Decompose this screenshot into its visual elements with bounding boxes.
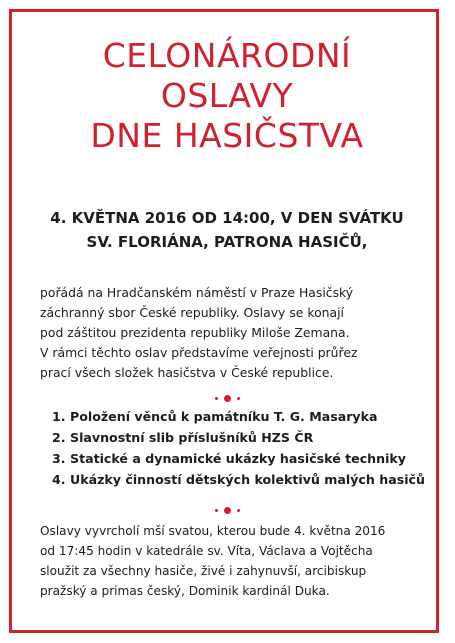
program-item — [52, 427, 432, 448]
dot-divider — [12, 500, 442, 512]
intro-line: prací všech složek hasičstva v České republice. — [40, 365, 334, 380]
divider-dot — [215, 509, 218, 512]
program-item-number: 2. — [52, 430, 66, 445]
poster-title — [12, 36, 442, 156]
divider-dot — [224, 395, 231, 402]
closing-paragraph — [40, 521, 422, 601]
program-item — [52, 406, 432, 427]
title-line: OSLAVY — [160, 76, 294, 115]
intro-line: V rámci těchto oslav představíme veřejnosti průřez — [40, 345, 358, 360]
program-item — [52, 469, 432, 490]
closing-line: pražský a primas český, Dominik kardinál Duka. — [40, 584, 330, 598]
program-item-number: 3. — [52, 451, 66, 466]
program-item-text: Ukázky činností dětských kolektivů malých hasičů — [70, 472, 425, 487]
program-item-text: Slavnostní slib příslušníků HZS ČR — [70, 430, 314, 445]
date-line: 4. KVĚTNA 2016 OD 14:00, V DEN SVÁTKU — [50, 209, 404, 227]
intro-line: záchranný sbor České republiky. Oslavy se konají — [40, 305, 344, 320]
divider-dot — [237, 509, 240, 512]
divider-dot — [215, 397, 218, 400]
event-date — [12, 206, 442, 254]
closing-line: Oslavy vyvrcholí mší svatou, kterou bude 4. května 2016 — [40, 524, 386, 538]
program-item-number: 1. — [52, 409, 66, 424]
program-item — [52, 448, 432, 469]
closing-line: od 17:45 hodin v katedrále sv. Víta, Václava a Vojtěcha — [40, 544, 373, 558]
program-item-number: 4. — [52, 472, 66, 487]
date-line: SV. FLORIÁNA, PATRONA HASIČŮ, — [86, 233, 368, 251]
divider-dot — [224, 507, 231, 514]
intro-line: pod záštitou prezidenta republiky Miloše Zemana. — [40, 325, 350, 340]
program-item-text: Položení věnců k památníku T. G. Masaryka — [70, 409, 378, 424]
intro-line: pořádá na Hradčanském náměstí v Praze Hasičský — [40, 285, 354, 300]
closing-line: sloužit za všechny hasiče, živé i zahynuvší, arcibiskup — [40, 564, 367, 578]
program-item-text: Statické a dynamické ukázky hasičské techniky — [70, 451, 406, 466]
dot-divider — [12, 388, 442, 400]
divider-dot — [237, 397, 240, 400]
title-line: DNE HASIČSTVA — [90, 116, 364, 155]
program-list — [52, 406, 432, 490]
title-line: CELONÁRODNÍ — [102, 36, 352, 75]
intro-paragraph — [40, 283, 415, 383]
